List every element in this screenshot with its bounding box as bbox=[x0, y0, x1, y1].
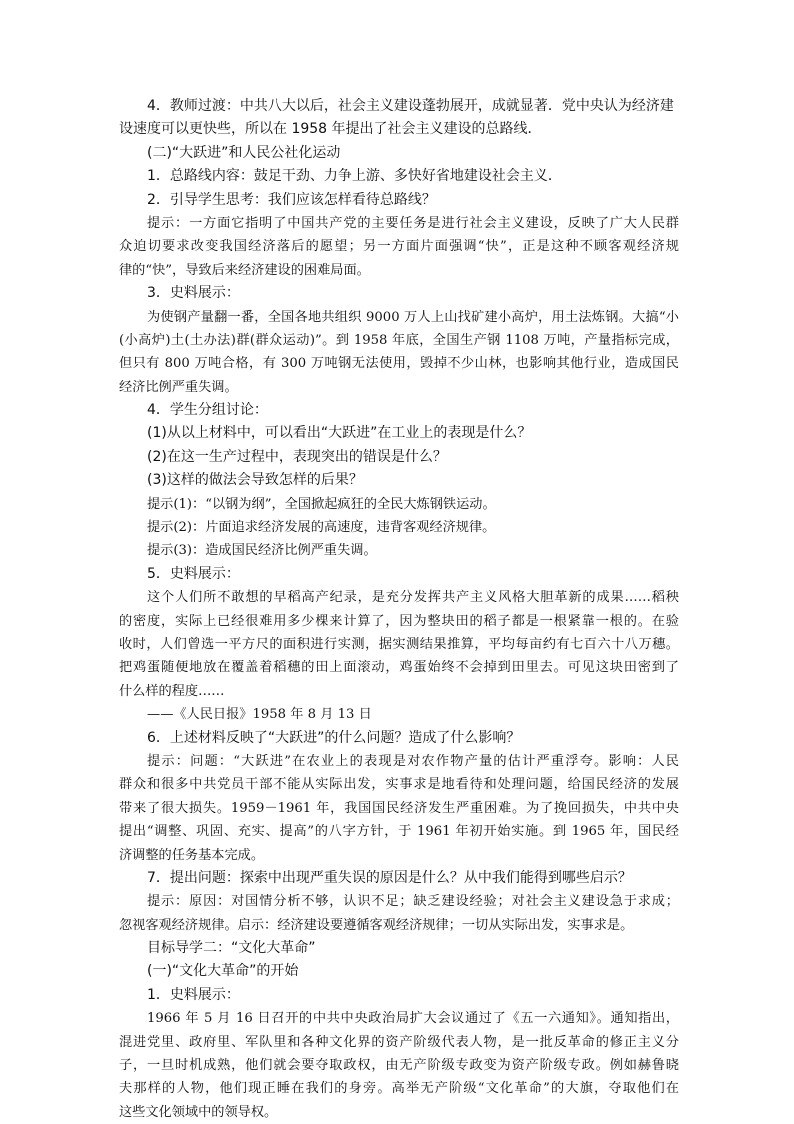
citation-line: ——《人民日报》1958 年 8 月 13 日 bbox=[147, 707, 372, 723]
hint-line: 群众和很多中共党员干部不能从实际出发，实事求是地看待和处理问题，给国民经济的发展 bbox=[119, 777, 679, 793]
hint-line: 提示(2)：片面追求经济发展的高速度，违背客观经济规律。 bbox=[147, 520, 496, 536]
hint-line: 提示：一方面它指明了中国共产党的主要任务是进行社会主义建设，反映了广大人民群 bbox=[147, 215, 679, 231]
hint-line: 济调整的任务基本完成。 bbox=[119, 847, 265, 863]
hint-line: 众迫切要求改变我国经济落后的愿望；另一方面片面强调“快”，正是这种不顾客观经济规 bbox=[119, 239, 679, 255]
source-line: (小高炉)土(土办法)群(群众运动)”。到 1958 年底，全国生产钢 1108 万吨，产量指标完成， bbox=[119, 332, 679, 348]
source-line: 的密度，实际上已经很难用多少棵来计算了，因为整块田的稻子都是一根紧靠一根的。在验 bbox=[119, 613, 679, 629]
hint-line: 带来了很大损失。1959－1961 年，我国国民经济发生严重困难。为了挽回损失，中共中央 bbox=[119, 800, 679, 816]
section-heading: 目标导学二：“文化大革命” bbox=[147, 940, 316, 957]
hint-line: 提示：问题：“大跃进”在农业上的表现是对农作物产量的估计严重浮夸。影响：人民 bbox=[147, 753, 679, 769]
text-line: 1．史料展示： bbox=[147, 986, 240, 1003]
hint-line: 提示(3)：造成国民经济比例严重失调。 bbox=[147, 543, 377, 559]
hint-line: 律的“快”，导致后来经济建设的困难局面。 bbox=[119, 262, 370, 278]
hint-line: 提示(1)：“以钢为纲”，全国掀起疯狂的全民大炼钢铁运动。 bbox=[147, 496, 496, 512]
source-line: 收时，人们曾选一平方尺的面积进行实测，据实测结果推算，平均每亩约有七百六十八万穗。 bbox=[119, 636, 679, 652]
source-line: 1966 年 5 月 16 日召开的中共中央政治局扩大会议通过了《五一六通知》。通知指出， bbox=[147, 1011, 679, 1027]
source-line: 夫那样的人物，他们现正睡在我们的身旁。高举无产阶级“文化革命”的大旗，夺取他们在 bbox=[119, 1081, 679, 1097]
question-line: 7．提出问题：探索中出现严重失误的原因是什么？从中我们能得到哪些启示？ bbox=[147, 869, 632, 886]
text-line: 4．教师过渡：中共八大以后，社会主义建设蓬勃展开，成就显著．党中央认为经济建 bbox=[147, 98, 674, 114]
source-line: 什么样的程度…… bbox=[119, 683, 225, 699]
source-line: 但只有 800 万吨合格，有 300 万吨钢无法使用，毁掉不少山林，也影响其他行业，造成国民 bbox=[119, 356, 679, 372]
question-line: (3)这样的做法会导致怎样的后果？ bbox=[147, 472, 363, 489]
hint-line: 忽视客观经济规律。启示：经济建设要遵循客观经济规律；一切从实际出发，实事求是。 bbox=[119, 917, 634, 933]
question-line: (1)从以上材料中，可以看出“大跃进”在工业上的表现是什么？ bbox=[147, 425, 532, 442]
source-line: 这些文化领域中的领导权。 bbox=[119, 1104, 278, 1120]
question-line: 2．引导学生思考：我们应该怎样看待总路线？ bbox=[147, 191, 436, 208]
text-line: 设速度可以更快些，所以在 1958 年提出了社会主义建设的总路线． bbox=[119, 121, 542, 138]
hint-line: 提示：原因：对国情分析不够，认识不足；缺乏建设经验；对社会主义建设急于求成； bbox=[147, 894, 679, 910]
document-page bbox=[119, 95, 679, 1124]
question-line: 6．上述材料反映了“大跃进”的什么问题？造成了什么影响？ bbox=[147, 729, 521, 746]
source-line: 这个人们所不敢想的早稻高产纪录，是充分发挥共产主义风格大胆革新的成果……稻秧 bbox=[147, 590, 679, 606]
text-line: 4．学生分组讨论： bbox=[147, 402, 268, 419]
source-line: 把鸡蛋随便地放在覆盖着稻穗的田上面滚动，鸡蛋始终不会掉到田里去。可见这块田密到了 bbox=[119, 660, 679, 676]
text-line: 1．总路线内容：鼓足干劲、力争上游、多快好省地建设社会主义． bbox=[147, 168, 562, 185]
text-line: 3．史料展示： bbox=[147, 285, 240, 302]
source-line: 子，一旦时机成熟，他们就会要夺取政权，由无产阶级专政变为资产阶级专政。例如赫鲁晓 bbox=[119, 1058, 679, 1074]
section-heading: (一)“文化大革命”的开始 bbox=[147, 963, 299, 980]
text-line: 5．史料展示： bbox=[147, 565, 240, 582]
question-line: (2)在这一生产过程中，表现突出的错误是什么？ bbox=[147, 448, 447, 465]
section-heading: (二)“大跃进”和人民公社化运动 bbox=[147, 144, 341, 161]
hint-line: 提出“调整、巩固、充实、提高”的八字方针，于 1961 年初开始实施。到 1965 年，国民经 bbox=[119, 824, 679, 840]
source-line: 经济比例严重失调。 bbox=[119, 379, 238, 395]
source-line: 为使钢产量翻一番，全国各地共组织 9000 万人上山找矿建小高炉，用土法炼钢。大搞“小 bbox=[147, 309, 679, 325]
source-line: 混进党里、政府里、军队里和各种文化界的资产阶级代表人物，是一批反革命的修正主义分 bbox=[119, 1034, 679, 1050]
